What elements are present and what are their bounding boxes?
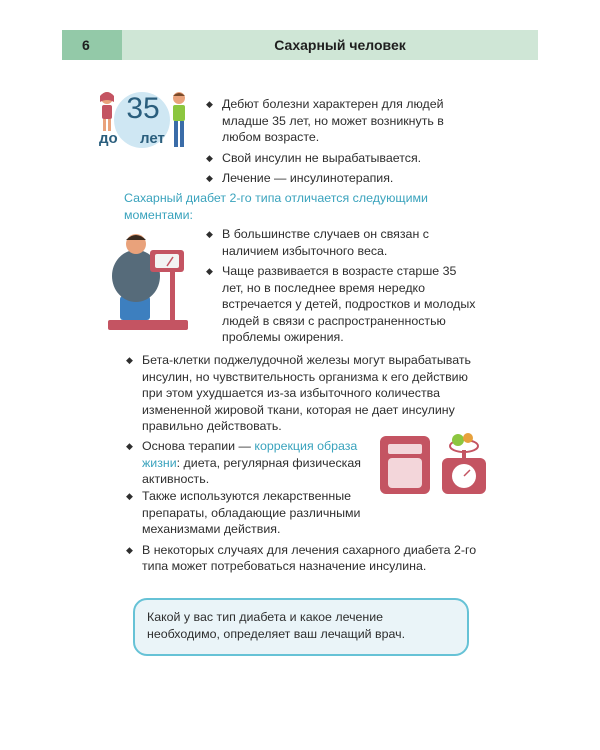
list-item: ◆ Основа терапии — коррекция образа жизни: диета, регулярная физическая активность. bbox=[126, 439, 361, 486]
bullet-icon: ◆ bbox=[126, 441, 133, 451]
age-number: 35 bbox=[126, 92, 160, 125]
lifestyle-highlight: коррекция образа жизни bbox=[142, 439, 358, 470]
list-item: ◆ Также используются лекарственные препараты, обладающие различными механизмами действия. bbox=[126, 489, 361, 536]
list-item: ◆ В большинстве случаев он связан с наличием избыточного веса. bbox=[206, 227, 429, 258]
type2-list-wide bbox=[126, 352, 478, 435]
bullet-icon: ◆ bbox=[126, 544, 133, 555]
type1-list bbox=[206, 96, 478, 187]
bullet-icon: ◆ bbox=[126, 355, 133, 365]
therapy-list bbox=[126, 438, 380, 488]
list-item: ◆ Свой инсулин не вырабатывается. bbox=[206, 150, 422, 165]
page-number: 6 bbox=[62, 30, 122, 60]
bullet-icon: ◆ bbox=[206, 173, 213, 183]
age-prefix: до bbox=[99, 130, 118, 147]
chapter-title: Сахарный человек bbox=[122, 30, 538, 60]
bullet-icon: ◆ bbox=[206, 229, 213, 239]
age-35-illustration bbox=[96, 86, 196, 156]
bullet-icon: ◆ bbox=[206, 152, 213, 163]
page-header bbox=[62, 30, 538, 60]
list-item: ◆ Дебют болезни характерен для людей младше 35 лет, но может возникнуть в любом возрасте. bbox=[206, 97, 444, 144]
list-item: ◆ Бета-клетки поджелудочной железы могут вырабатывать инсулин, но чувствительность организма к его действию при этом ухудшается из-за избыточного количества измененной жировой ткани, которая не дает инсулину правильно действовать. bbox=[126, 353, 471, 433]
bullet-icon: ◆ bbox=[206, 99, 213, 109]
bullet-icon: ◆ bbox=[206, 266, 213, 276]
type2-list-narrow bbox=[206, 226, 478, 346]
type2-subheading: Сахарный диабет 2-го типа отличается следующими моментами: bbox=[124, 191, 428, 222]
bullet-icon: ◆ bbox=[126, 491, 133, 501]
list-item: ◆ В некоторых случаях для лечения сахарного диабета 2-го типа может потребоваться назначение инсулина. bbox=[126, 542, 477, 573]
type2-list-tail bbox=[126, 488, 478, 575]
list-item: ◆ Лечение — инсулинотерапия. bbox=[206, 171, 394, 185]
list-item: ◆ Чаще развивается в возрасте старше 35 лет, но в последнее время нередко встречается у детей, подростков и молодых людей в связи с распространенностью проблемы ожирения. bbox=[206, 264, 476, 344]
age-suffix: лет bbox=[140, 130, 165, 147]
doctor-callout: Какой у вас тип диабета и какое лечение необходимо, определяет ваш лечащий врач. bbox=[133, 598, 469, 656]
man-on-scale-illustration bbox=[106, 226, 190, 332]
